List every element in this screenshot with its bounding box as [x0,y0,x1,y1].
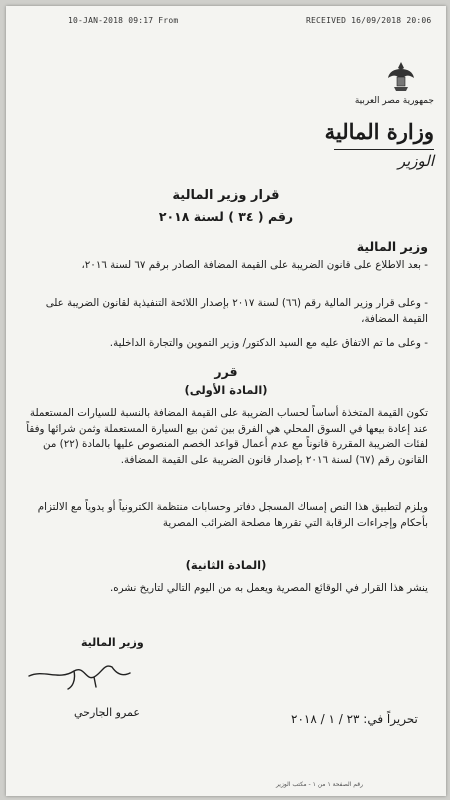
article-1-paragraph-2: ويلزم لتطبيق هذا النص إمساك المسجل دفاتر وحسابات منتظمة الكترونياً أو يدوياً مع الالتزام بأحكام وإجراءات الرقابة التي تقررها مصلحة الضرائب المصرية [37,501,428,529]
eagle-emblem-icon [386,60,416,94]
footer-reference: رقم الصفحة ١ من ١ - مكتب الوزير [276,781,364,788]
date-label: تحريراً في: [363,712,418,726]
date-line [291,712,418,726]
article-2-paragraph: ينشر هذا القرار في الوقائع المصرية ويعمل به من اليوم التالي لتاريخ نشره. [109,582,428,594]
article-1-paragraph-1: تكون القيمة المتخذة أساساً لحساب الضريبة على القيمة المضافة بالنسبة للسيارات المستعملة عند إعادة بيعها في السوق المحلي هي الفرق بين ثمن بيع السيارة المستعملة وثمن شرائها وفقاً لفئات الضريبة المقررة قانوناً مع عدم أعمال قواعد الخصم المنصوص عليها بالمادة (٢٢) من القانون رقم (٦٧) لسنة ٢٠١٦ بإصدار قانون الضريبة على القيمة المضافة. [26,407,428,466]
preamble-clause-3: - وعلى ما تم الاتفاق عليه مع السيد الدكتور/ وزير التموين والتجارة الداخلية. [109,337,428,349]
date-value: ٢٣ / ١ / ٢٠١٨ [291,712,360,726]
preamble-clause-2: - وعلى قرار وزير المالية رقم (٦٦) لسنة ٢٠١٧ بإصدار اللائحة التنفيذية لقانون الضريبة على القيمة المضافة، [45,297,428,325]
preamble-heading: وزير المالية [356,239,428,254]
signature-scribble [24,651,134,696]
article-2-heading: (المادة الثانية) [185,558,267,572]
signature-title: وزير المالية [81,636,144,649]
article-1-heading: (المادة الأولى) [184,383,268,397]
preamble-clause-1: - بعد الاطلاع على قانون الضريبة على القيمة المضافة الصادر برقم ٦٧ لسنة ٢٠١٦، [81,259,428,271]
decided-heading: قرر [214,364,238,379]
letterhead-ministry: وزارة المالية [324,119,434,144]
letterhead-minister: الوزير [397,152,434,170]
decree-title: قرار وزير المالية [172,188,280,203]
signature-name: عمرو الجارحي [74,706,140,719]
letterhead-divider [334,149,434,150]
document-page [6,6,446,796]
fax-header-left: 10-JAN-2018 09:17 From [68,16,179,25]
decree-number: رقم ( ٣٤ ) لسنة ٢٠١٨ [158,209,294,224]
letterhead-republic: جمهورية مصر العربية [354,96,434,106]
fax-header-right: RECEIVED 16/09/2018 20:06 [306,16,432,25]
